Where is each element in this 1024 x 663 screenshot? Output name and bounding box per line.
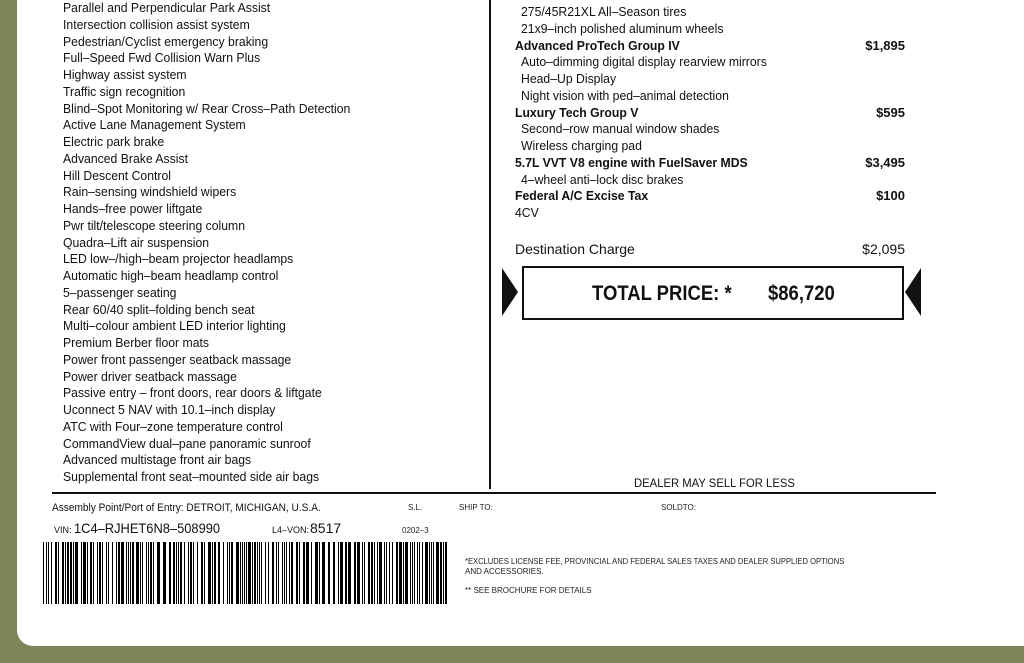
sold-to-label: SOLDTO:: [661, 503, 696, 512]
barcode-bar: [248, 542, 251, 604]
barcode-bar: [429, 542, 430, 604]
von-number: 8517: [310, 520, 342, 536]
feature-item: Quadra–Lift air suspension: [63, 234, 210, 250]
feature-item: Full–Speed Fwd Collision Warn Plus: [63, 50, 261, 66]
barcode-bar: [240, 542, 241, 604]
barcode-bar: [322, 542, 325, 604]
barcode-bar: [153, 542, 154, 604]
barcode-bar: [368, 542, 370, 604]
feature-item: Hill Descent Control: [63, 167, 171, 183]
barcode-bar: [377, 542, 378, 604]
barcode-bar: [364, 542, 365, 604]
barcode-bar: [417, 542, 418, 604]
barcode-bar: [379, 542, 382, 604]
feature-item: Electric park brake: [63, 134, 165, 149]
feature-item: Supplemental front seat–mounted side air bags: [63, 469, 320, 484]
total-value: $86,720: [768, 282, 835, 305]
barcode-bar: [218, 542, 220, 604]
barcode-bar: [403, 542, 404, 604]
barcode-bar: [315, 542, 318, 604]
vin-number: 1C4–RJHET6N8–508990: [74, 520, 221, 536]
barcode-bar: [282, 542, 283, 604]
barcode-bar: [190, 542, 192, 604]
feature-item: Active Lane Management System: [63, 117, 246, 133]
barcode-bar: [371, 542, 373, 604]
barcode-bar: [338, 542, 339, 604]
barcode-bar: [65, 542, 66, 604]
option-detail: [515, 71, 905, 88]
barcode-bar: [150, 542, 152, 604]
barcode-bar: [265, 542, 266, 604]
option-label: 5.7L VVT V8 engine with FuelSaver MDS: [515, 154, 748, 170]
barcode-bar: [244, 542, 245, 604]
standard-features-list: [63, 0, 369, 486]
barcode-bar: [422, 542, 423, 604]
barcode-bar: [163, 542, 166, 604]
barcode-bar: [188, 542, 189, 604]
barcode-bar: [118, 542, 120, 604]
barcode-bar: [419, 542, 420, 604]
option-detail: [515, 21, 905, 38]
option-label: Night vision with ped–animal detection: [521, 87, 729, 103]
barcode-bar: [443, 542, 444, 604]
barcode-bar: [130, 542, 131, 604]
barcode-bar: [345, 542, 347, 604]
option-label: Auto–dimming digital display rearview mirrors: [521, 54, 767, 70]
barcode-bar: [62, 542, 64, 604]
barcode-bar: [201, 542, 203, 604]
barcode-bar: [178, 542, 179, 604]
feature-item: Blind–Spot Monitoring w/ Rear Cross–Path Detection: [63, 100, 351, 116]
option-label: Second–row manual window shades: [521, 121, 720, 137]
option-price: $3,495: [865, 154, 905, 170]
footer-divider: [52, 492, 936, 494]
barcode-bar: [102, 542, 103, 604]
barcode-bar: [193, 542, 194, 604]
barcode-bar: [140, 542, 141, 604]
option-price: $100: [876, 188, 905, 204]
feature-item: Multi–colour ambient LED interior lighting: [63, 318, 286, 334]
barcode-bar: [48, 542, 49, 604]
feature-item: Pedestrian/Cyclist emergency braking: [63, 33, 269, 49]
option-label: Luxury Tech Group V: [515, 104, 639, 120]
barcode-bar: [259, 542, 260, 604]
barcode-bar: [99, 542, 101, 604]
barcode-bar: [223, 542, 224, 604]
feature-item: Traffic sign recognition: [63, 83, 186, 99]
barcode-bar: [212, 542, 213, 604]
barcode-bar: [252, 542, 253, 604]
feature-item: Advanced multistage front air bags: [63, 452, 252, 468]
barcode-bar: [90, 542, 92, 604]
barcode-bar: [180, 542, 182, 604]
barcode-bar: [405, 542, 408, 604]
option-detail: [515, 138, 905, 155]
barcode-bar: [108, 542, 109, 604]
barcode-bar: [126, 542, 127, 604]
barcode-bar: [184, 542, 185, 604]
barcode-bar: [261, 542, 262, 604]
option-detail: [515, 172, 905, 189]
barcode-bar: [431, 542, 432, 604]
barcode-bar: [148, 542, 149, 604]
barcode-bar: [384, 542, 385, 604]
barcode-bar: [396, 542, 398, 604]
barcode-bar: [97, 542, 98, 604]
feature-item: Parallel and Perpendicular Park Assist: [63, 0, 271, 15]
option-detail: [515, 121, 905, 138]
barcode-bar: [142, 542, 143, 604]
destination-label: Destination Charge: [515, 241, 635, 257]
option-label: Advanced ProTech Group IV: [515, 37, 680, 53]
barcode-bar: [436, 542, 439, 604]
barcode-bar: [106, 542, 107, 604]
dealer-note: DEALER MAY SELL FOR LESS: [634, 476, 795, 490]
barcode-bar: [93, 542, 94, 604]
barcode-bar: [386, 542, 387, 604]
feature-item: CommandView dual–pane panoramic sunroof: [63, 435, 311, 451]
barcode-bar: [306, 542, 309, 604]
barcode-bar: [410, 542, 411, 604]
barcode-bar: [58, 542, 59, 604]
barcode-bar: [204, 542, 205, 604]
feature-item: Highway assist system: [63, 67, 187, 82]
barcode-bar: [169, 542, 171, 604]
barcode-bar: [227, 542, 228, 604]
option-label: Head–Up Display: [521, 71, 617, 86]
barcode-bar: [311, 542, 312, 604]
feature-item: Passive entry – front doors, rear doors & liftgate: [63, 385, 322, 401]
option-price: $595: [876, 104, 905, 120]
barcode-bar: [348, 542, 351, 604]
barcode-bar: [319, 542, 320, 604]
sl-label: S.L.: [408, 503, 423, 512]
barcode-bar: [357, 542, 360, 604]
feature-item: Advanced Brake Assist: [63, 150, 188, 166]
feature-item: Power driver seatback massage: [63, 368, 237, 384]
option-price: $1,895: [865, 37, 905, 53]
barcode-bar: [440, 542, 442, 604]
barcode-bar: [173, 542, 175, 604]
option-label: 4–wheel anti–lock disc brakes: [521, 171, 684, 187]
feature-item: LED low–/high–beam projector headlamps: [63, 251, 294, 267]
barcode-bar: [157, 542, 160, 604]
barcode-bar: [176, 542, 177, 604]
barcode-bar: [70, 542, 72, 604]
barcode-bar: [362, 542, 363, 604]
feature-item: Premium Berber floor mats: [63, 335, 210, 350]
disclaimer-line-2: ** SEE BROCHURE FOR DETAILS: [465, 586, 592, 595]
option-detail: [515, 88, 905, 105]
barcode-bar: [83, 542, 86, 604]
assembly-point: Assembly Point/Port of Entry: DETROIT, MICHIGAN, U.S.A.: [52, 502, 321, 514]
option-package: [515, 188, 905, 205]
disclaimer-line-1b: AND ACCESSORIES.: [465, 567, 544, 576]
feature-item: Uconnect 5 NAV with 10.1–inch display: [63, 402, 276, 417]
total-price-box: [522, 266, 904, 320]
barcode-bar: [214, 542, 216, 604]
option-detail: [515, 4, 905, 21]
barcode-bar: [399, 542, 402, 604]
option-package: [515, 38, 905, 55]
form-code: 0202–3: [402, 526, 429, 535]
barcode-bar: [51, 542, 52, 604]
arrow-right-icon: [502, 268, 518, 316]
barcode-bar: [286, 542, 287, 604]
barcode-bar: [445, 542, 447, 604]
option-package: [515, 105, 905, 122]
barcode-bar: [128, 542, 129, 604]
barcode-bar: [197, 542, 198, 604]
barcode-bar: [340, 542, 343, 604]
option-label: 275/45R21XL All–Season tires: [521, 4, 687, 19]
column-divider: [489, 0, 491, 489]
barcode-bar: [43, 542, 44, 604]
barcode-bar: [246, 542, 247, 604]
feature-item: Automatic high–beam headlamp control: [63, 268, 279, 283]
barcode-bar: [276, 542, 277, 604]
barcode-bar: [425, 542, 428, 604]
barcode-bar: [296, 542, 298, 604]
barcode-bar: [328, 542, 330, 604]
barcode-bar: [414, 542, 415, 604]
barcode-bar: [73, 542, 74, 604]
option-label: Wireless charging pad: [521, 138, 642, 153]
barcode-bar: [81, 542, 82, 604]
barcode-bar: [87, 542, 88, 604]
barcode-bar: [67, 542, 69, 604]
destination-price: $2,095: [862, 241, 905, 257]
von-label: L4–VON:: [272, 525, 310, 535]
barcode-bar: [116, 542, 117, 604]
barcode-bar: [146, 542, 147, 604]
barcode-bar: [112, 542, 113, 604]
ship-to-label: SHIP TO:: [459, 503, 493, 512]
option-label: Federal A/C Excise Tax: [515, 188, 649, 204]
barcode-bar: [231, 542, 233, 604]
disclaimer-line-1: *EXCLUDES LICENSE FEE, PROVINCIAL AND FEDERAL SALES TAXES AND DEALER SUPPLIED OPTIONS: [465, 557, 845, 566]
destination-charge: [515, 241, 905, 257]
feature-item: Intersection collision assist system: [63, 16, 250, 32]
barcode-bar: [389, 542, 390, 604]
barcode-bar: [374, 542, 375, 604]
barcode-bar: [208, 542, 211, 604]
barcode-bar: [46, 542, 47, 604]
option-label: 4CV: [515, 205, 539, 220]
barcode-bar: [132, 542, 134, 604]
feature-item: 5–passenger seating: [63, 284, 177, 300]
vin-label: VIN:: [54, 525, 72, 535]
option-detail: [515, 54, 905, 71]
option-label: 21x9–inch polished aluminum wheels: [521, 20, 724, 36]
feature-item: Pwr tilt/telescope steering column: [63, 217, 246, 233]
feature-item: ATC with Four–zone temperature control: [63, 418, 283, 434]
barcode-bar: [303, 542, 305, 604]
barcode-bar: [412, 542, 413, 604]
barcode-bar: [333, 542, 335, 604]
feature-item: Rain–sensing windshield wipers: [63, 184, 237, 200]
barcode-bar: [257, 542, 258, 604]
options-list: [515, 4, 905, 222]
feature-item: Hands–free power liftgate: [63, 201, 203, 216]
barcode-bar: [284, 542, 285, 604]
vin-barcode: [43, 542, 448, 604]
total-label: TOTAL PRICE: *: [592, 282, 732, 305]
barcode-bar: [278, 542, 279, 604]
barcode-bar: [254, 542, 256, 604]
feature-item: Rear 60/40 split–folding bench seat: [63, 301, 255, 317]
option-detail: [515, 205, 905, 222]
barcode-bar: [268, 542, 269, 604]
arrow-left-icon: [905, 268, 921, 316]
barcode-bar: [291, 542, 293, 604]
barcode-bar: [121, 542, 124, 604]
feature-item: Power front passenger seatback massage: [63, 351, 292, 367]
barcode-bar: [392, 542, 393, 604]
barcode-bar: [354, 542, 356, 604]
barcode-bar: [289, 542, 290, 604]
barcode-bar: [136, 542, 139, 604]
barcode-bar: [229, 542, 230, 604]
barcode-bar: [242, 542, 243, 604]
barcode-bar: [299, 542, 300, 604]
option-package: [515, 155, 905, 172]
barcode-bar: [272, 542, 274, 604]
barcode-bar: [55, 542, 57, 604]
barcode-bar: [236, 542, 239, 604]
barcode-bar: [433, 542, 434, 604]
barcode-bar: [75, 542, 78, 604]
